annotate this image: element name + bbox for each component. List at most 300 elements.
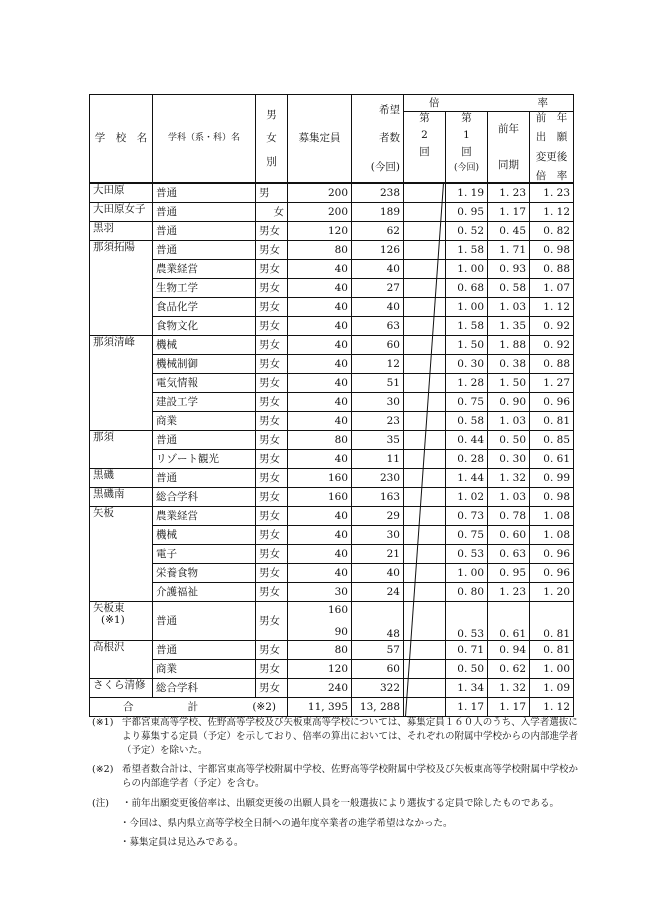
after-change-rate-cell: 1. 27 <box>530 374 574 393</box>
after-change-rate-cell: 1. 08 <box>530 526 574 545</box>
first-round-rate-cell: 0. 52 <box>446 222 488 241</box>
capacity-cell: 40 <box>288 564 352 583</box>
prev-year-rate-cell: 0. 45 <box>488 222 530 241</box>
header-first-line: 回 <box>461 146 472 159</box>
header-rate-char: 倍 <box>429 96 440 109</box>
applicants-cell: 24 <box>352 583 404 602</box>
applicants-cell: 126 <box>352 241 404 260</box>
table-row <box>90 298 574 317</box>
header-second-line: 第 <box>419 112 430 124</box>
second-round-cell <box>404 679 446 698</box>
gender-cell: 男女 <box>256 450 288 469</box>
table-row <box>90 602 574 641</box>
capacity-cell: 120 <box>288 660 352 679</box>
capacity-cell: 40 <box>288 298 352 317</box>
second-round-cell <box>404 412 446 431</box>
first-round-rate-cell: 1. 00 <box>446 260 488 279</box>
prev-year-rate-cell: 0. 63 <box>488 545 530 564</box>
applicants-cell: 21 <box>352 545 404 564</box>
table-row <box>90 260 574 279</box>
gender-cell: 男女 <box>256 317 288 336</box>
header-first-line: 1 <box>463 129 470 142</box>
department-cell: 機械制御 <box>153 355 256 374</box>
after-change-rate-cell: 1. 09 <box>530 679 574 698</box>
prev-year-rate-cell: 1. 35 <box>488 317 530 336</box>
capacity-cell <box>288 602 352 641</box>
second-round-cell <box>404 526 446 545</box>
second-round-cell <box>404 431 446 450</box>
note-text: ・前年出願変更後倍率は、出願変更後の出願人員を一般選抜により選抜する定員で除したものである。 <box>122 797 560 809</box>
header-rate-char: 率 <box>537 96 548 109</box>
gender-cell: 女 <box>256 203 288 222</box>
applicants-cell: 62 <box>352 222 404 241</box>
first-round-rate-cell: 1. 58 <box>446 241 488 260</box>
header-applicants-line: 希望 <box>379 103 400 116</box>
gender-cell: 男 <box>256 183 288 203</box>
after-change-rate-cell: 0. 82 <box>530 222 574 241</box>
table-row <box>90 450 574 469</box>
department-cell: 普通 <box>153 222 256 241</box>
first-round-rate-cell: 0. 73 <box>446 507 488 526</box>
applicants-cell: 230 <box>352 469 404 488</box>
applicants-cell: 48 <box>352 602 404 641</box>
applicants-cell: 63 <box>352 317 404 336</box>
prev-year-rate-cell: 0. 62 <box>488 660 530 679</box>
header-prev <box>488 112 530 184</box>
school-name-cell <box>90 507 153 602</box>
gender-cell: 男女 <box>256 507 288 526</box>
table-row <box>90 469 574 488</box>
capacity-cell: 200 <box>288 203 352 222</box>
gender-cell: 男女 <box>256 431 288 450</box>
capacity-cell: 240 <box>288 679 352 698</box>
header-prev-line: 前年 <box>498 123 519 135</box>
applicants-cell: 11 <box>352 450 404 469</box>
gender-cell: 男女 <box>256 412 288 431</box>
second-round-cell <box>404 203 446 222</box>
gender-cell: 男女 <box>256 641 288 660</box>
applicants-cell: 40 <box>352 564 404 583</box>
after-change-rate-cell: 1. 20 <box>530 583 574 602</box>
department-cell: 生物工学 <box>153 279 256 298</box>
table-row <box>90 355 574 374</box>
department-cell: 食物文化 <box>153 317 256 336</box>
department-cell: 農業経営 <box>153 260 256 279</box>
department-cell: 普通 <box>153 469 256 488</box>
header-capacity: 募集定員 <box>288 95 352 184</box>
table-row <box>90 679 574 698</box>
gender-cell: 男女 <box>256 545 288 564</box>
gender-cell: 男女 <box>256 564 288 583</box>
capacity-cell: 30 <box>288 583 352 602</box>
department-cell: 介護福祉 <box>153 583 256 602</box>
header-gender <box>256 95 288 184</box>
school-name-cell <box>90 183 153 203</box>
gender-cell: 男女 <box>256 241 288 260</box>
first-round-rate-cell: 1. 00 <box>446 298 488 317</box>
total-label-cell <box>90 698 288 717</box>
school-name: 高根沢 <box>93 641 125 653</box>
department-cell: 電気情報 <box>153 374 256 393</box>
gender-cell: 男女 <box>256 374 288 393</box>
capacity-cell: 160 <box>288 469 352 488</box>
applicants-cell: 238 <box>352 183 404 203</box>
second-round-cell <box>404 641 446 660</box>
school-name-cell <box>90 203 153 222</box>
school-note-mark: (※1) <box>101 614 125 627</box>
after-change-rate-cell: 0. 81 <box>530 412 574 431</box>
first-round-rate-cell: 0. 71 <box>446 641 488 660</box>
gender-cell: 男女 <box>256 526 288 545</box>
school-name-cell <box>90 469 153 488</box>
second-round-cell <box>404 183 446 203</box>
second-round-cell <box>404 374 446 393</box>
first-round-rate-cell: 0. 75 <box>446 393 488 412</box>
capacity-cell: 40 <box>288 545 352 564</box>
second-round-cell <box>404 355 446 374</box>
applicants-cell: 51 <box>352 374 404 393</box>
department-cell: 建設工学 <box>153 393 256 412</box>
applicants-cell: 60 <box>352 660 404 679</box>
second-round-cell <box>404 450 446 469</box>
note-mark: (※2) <box>92 764 114 776</box>
capacity-cell: 80 <box>288 431 352 450</box>
first-round-rate-cell: 0. 68 <box>446 279 488 298</box>
department-cell: 機械 <box>153 336 256 355</box>
capacity-cell: 200 <box>288 183 352 203</box>
capacity-cell: 120 <box>288 222 352 241</box>
table-row <box>90 641 574 660</box>
after-change-rate-cell: 1. 08 <box>530 507 574 526</box>
after-change-rate-cell: 1. 00 <box>530 660 574 679</box>
total-label: 合 <box>123 700 134 713</box>
after-change-rate-cell: 0. 81 <box>530 602 574 641</box>
note-item <box>92 836 582 850</box>
first-round-rate-cell: 1. 19 <box>446 183 488 203</box>
school-name-cell <box>90 336 153 431</box>
second-round-cell <box>404 298 446 317</box>
applicants-cell: 60 <box>352 336 404 355</box>
department-cell: 普通 <box>153 431 256 450</box>
first-round-rate-cell: 1. 00 <box>446 564 488 583</box>
note-item <box>92 817 582 831</box>
first-round-rate-cell: 1. 28 <box>446 374 488 393</box>
after-change-rate-cell: 0. 98 <box>530 241 574 260</box>
first-round-rate-cell: 1. 34 <box>446 679 488 698</box>
gender-cell: 男女 <box>256 393 288 412</box>
applicants-cell: 35 <box>352 431 404 450</box>
first-round-rate-cell: 0. 50 <box>446 660 488 679</box>
second-round-cell <box>404 393 446 412</box>
capacity-total: 160 <box>327 603 348 616</box>
prev-year-rate-cell: 0. 30 <box>488 450 530 469</box>
second-round-cell <box>404 507 446 526</box>
note-text: ・今回は、県内県立高等学校全日制への過年度卒業者の進学希望はなかった。 <box>120 817 453 829</box>
total-label: 計 <box>187 700 199 713</box>
table-row <box>90 564 574 583</box>
department-cell: 総合学科 <box>153 679 256 698</box>
school-name: 黒磯南 <box>93 488 125 500</box>
first-round-rate-cell: 1. 02 <box>446 488 488 507</box>
second-round-cell <box>404 241 446 260</box>
note-mark: (※1) <box>92 717 114 728</box>
prev-year-rate-cell: 1. 32 <box>488 469 530 488</box>
table-row <box>90 545 574 564</box>
table-row <box>90 393 574 412</box>
applicants-cell: 23 <box>352 412 404 431</box>
prev-year-rate-cell: 0. 61 <box>488 602 530 641</box>
gender-cell: 男女 <box>256 336 288 355</box>
applicants-cell: 40 <box>352 260 404 279</box>
after-change-rate-cell: 0. 99 <box>530 469 574 488</box>
first-round-rate-cell: 0. 95 <box>446 203 488 222</box>
first-round-rate-cell: 0. 30 <box>446 355 488 374</box>
applicants-cell: 189 <box>352 203 404 222</box>
capacity-cell: 80 <box>288 641 352 660</box>
capacity-cell: 40 <box>288 317 352 336</box>
prev-year-rate-cell: 1. 03 <box>488 298 530 317</box>
total-first-rate-cell: 1. 17 <box>446 698 488 717</box>
capacity-cell: 40 <box>288 260 352 279</box>
note-item <box>92 716 582 757</box>
table-row <box>90 583 574 602</box>
second-round-cell <box>404 317 446 336</box>
prev-year-rate-cell: 0. 38 <box>488 355 530 374</box>
table-row <box>90 317 574 336</box>
prev-year-rate-cell: 0. 50 <box>488 431 530 450</box>
header-after-line: 出 願 <box>535 131 568 144</box>
note-text: 希望者数合計は、宇都宮東高等学校附属中学校、佐野高等学校附属中学校及び矢板東高等学校附属中学校からの内部進学者（予定）を含む。 <box>122 764 579 790</box>
first-round-rate-cell: 0. 28 <box>446 450 488 469</box>
header-first-line: 第 <box>461 112 472 124</box>
after-change-rate-cell: 1. 07 <box>530 279 574 298</box>
after-change-rate-cell: 1. 12 <box>530 203 574 222</box>
table-row <box>90 526 574 545</box>
capacity-cell: 40 <box>288 412 352 431</box>
second-round-cell <box>404 660 446 679</box>
school-name-cell <box>90 241 153 336</box>
header-second-line: 2 <box>421 129 428 142</box>
capacity-cell: 160 <box>288 488 352 507</box>
header-rate <box>404 95 574 112</box>
school-name-cell <box>90 488 153 507</box>
prev-year-rate-cell: 1. 03 <box>488 488 530 507</box>
second-round-cell <box>404 564 446 583</box>
applicants-cell: 163 <box>352 488 404 507</box>
after-change-rate-cell: 0. 81 <box>530 641 574 660</box>
capacity-cell: 40 <box>288 507 352 526</box>
table-row <box>90 203 574 222</box>
second-round-cell <box>404 488 446 507</box>
school-name: 大田原女子 <box>93 203 146 215</box>
capacity-cell: 40 <box>288 279 352 298</box>
header-applicants-line: (今回) <box>370 161 400 174</box>
prev-year-rate-cell: 1. 71 <box>488 241 530 260</box>
second-round-cell <box>404 583 446 602</box>
gender-cell: 男女 <box>256 469 288 488</box>
header-second-line: 回 <box>419 146 430 159</box>
applicants-cell: 12 <box>352 355 404 374</box>
gender-cell: 男女 <box>256 279 288 298</box>
capacity-cell: 40 <box>288 450 352 469</box>
second-round-cell <box>404 602 446 641</box>
after-change-rate-cell: 0. 98 <box>530 488 574 507</box>
applicants-cell: 27 <box>352 279 404 298</box>
department-cell: 商業 <box>153 660 256 679</box>
note-item <box>92 797 582 811</box>
gender-cell: 男女 <box>256 679 288 698</box>
table-row <box>90 279 574 298</box>
header-first-line: (今回) <box>453 163 480 174</box>
prev-year-rate-cell: 0. 78 <box>488 507 530 526</box>
header-gender-line: 男 <box>266 108 277 121</box>
gender-cell: 男女 <box>256 488 288 507</box>
school-name: 那須 <box>93 431 114 443</box>
header-department: 学科（系・科）名 <box>153 95 256 184</box>
first-round-rate-cell: 0. 80 <box>446 583 488 602</box>
table-row <box>90 222 574 241</box>
capacity-cell: 40 <box>288 374 352 393</box>
gender-cell: 男女 <box>256 260 288 279</box>
header-after <box>530 112 574 184</box>
prev-year-rate-cell: 1. 17 <box>488 203 530 222</box>
header-second <box>404 112 446 184</box>
applicants-cell: 40 <box>352 298 404 317</box>
total-prev-rate-cell: 1. 17 <box>488 698 530 717</box>
school-name: 矢板東 <box>93 602 125 614</box>
admission-table <box>89 94 574 717</box>
total-row <box>90 698 574 717</box>
second-round-cell <box>404 222 446 241</box>
total-after-rate-cell: 1. 12 <box>530 698 574 717</box>
note-text: 宇都宮東高等学校、佐野高等学校及び矢板東高等学校については、募集定員１６０人のうち、入学者選抜により募集する定員（予定）を示しており、倍率の算出においては、それぞれの附属中学校からの内部進学者（予定）を除いた。 <box>122 717 579 756</box>
after-change-rate-cell: 1. 12 <box>530 298 574 317</box>
applicants-cell: 57 <box>352 641 404 660</box>
header-prev-line: 同期 <box>498 158 519 171</box>
table-row <box>90 488 574 507</box>
after-change-rate-cell: 0. 96 <box>530 393 574 412</box>
table-row <box>90 412 574 431</box>
school-name: さくら清修 <box>93 679 146 691</box>
table-row <box>90 241 574 260</box>
header-first <box>446 112 488 184</box>
capacity-selection: 90 <box>334 626 348 638</box>
department-cell: 栄養食物 <box>153 564 256 583</box>
prev-year-rate-cell: 1. 23 <box>488 183 530 203</box>
after-change-rate-cell: 0. 61 <box>530 450 574 469</box>
table-row <box>90 507 574 526</box>
prev-year-rate-cell: 1. 03 <box>488 412 530 431</box>
prev-year-rate-cell: 1. 23 <box>488 583 530 602</box>
second-round-cell <box>404 469 446 488</box>
notes-section <box>92 716 582 856</box>
gender-cell: 男女 <box>256 222 288 241</box>
school-name: 矢板 <box>93 507 114 519</box>
gender-cell: 男女 <box>256 583 288 602</box>
second-round-cell <box>404 279 446 298</box>
school-name-cell <box>90 602 153 641</box>
table-row <box>90 660 574 679</box>
applicants-cell: 29 <box>352 507 404 526</box>
department-cell: 食品化学 <box>153 298 256 317</box>
school-name-cell <box>90 679 153 698</box>
department-cell: 総合学科 <box>153 488 256 507</box>
school-name-cell <box>90 431 153 469</box>
header-school: 学 校 名 <box>90 95 153 184</box>
after-change-rate-cell: 0. 92 <box>530 336 574 355</box>
department-cell: 電子 <box>153 545 256 564</box>
department-cell: 商業 <box>153 412 256 431</box>
prev-year-rate-cell: 0. 93 <box>488 260 530 279</box>
total-note-mark: (※2) <box>252 700 276 713</box>
department-cell: リゾート観光 <box>153 450 256 469</box>
prev-year-rate-cell: 0. 60 <box>488 526 530 545</box>
gender-cell: 男女 <box>256 298 288 317</box>
first-round-rate-cell: 0. 75 <box>446 526 488 545</box>
after-change-rate-cell: 0. 85 <box>530 431 574 450</box>
header-after-line: 変更後 <box>535 150 568 163</box>
header-gender-line: 別 <box>266 156 277 169</box>
header-gender-line: 女 <box>266 132 277 145</box>
after-change-rate-cell: 0. 88 <box>530 260 574 279</box>
total-capacity-cell: 11, 395 <box>288 698 352 717</box>
header-after-line: 倍 率 <box>535 169 568 182</box>
applicants-cell: 30 <box>352 393 404 412</box>
table-row <box>90 374 574 393</box>
school-name: 大田原 <box>93 184 125 196</box>
first-round-rate-cell: 0. 53 <box>446 545 488 564</box>
capacity-cell: 40 <box>288 393 352 412</box>
table-row <box>90 336 574 355</box>
school-name: 那須清峰 <box>93 336 135 348</box>
note-item <box>92 763 582 791</box>
prev-year-rate-cell: 0. 90 <box>488 393 530 412</box>
after-change-rate-cell: 0. 88 <box>530 355 574 374</box>
school-name-cell <box>90 222 153 241</box>
after-change-rate-cell: 0. 92 <box>530 317 574 336</box>
first-round-rate-cell: 1. 50 <box>446 336 488 355</box>
applicants-cell: 30 <box>352 526 404 545</box>
after-change-rate-cell: 1. 23 <box>530 183 574 203</box>
table-row <box>90 431 574 450</box>
header-applicants <box>352 95 404 184</box>
gender-cell: 男女 <box>256 602 288 641</box>
prev-year-rate-cell: 0. 94 <box>488 641 530 660</box>
first-round-rate-cell: 1. 58 <box>446 317 488 336</box>
department-cell: 普通 <box>153 241 256 260</box>
school-name-cell <box>90 641 153 679</box>
capacity-cell: 40 <box>288 526 352 545</box>
table-row <box>90 183 574 203</box>
after-change-rate-cell: 0. 96 <box>530 564 574 583</box>
total-applicants-cell: 13, 288 <box>352 698 404 717</box>
note-text: ・募集定員は見込みである。 <box>120 837 244 849</box>
second-round-cell <box>404 260 446 279</box>
first-round-rate-cell: 1. 44 <box>446 469 488 488</box>
department-cell: 機械 <box>153 526 256 545</box>
department-cell: 普通 <box>153 203 256 222</box>
total-second-round-cell <box>404 698 446 717</box>
department-cell: 農業経営 <box>153 507 256 526</box>
prev-year-rate-cell: 0. 95 <box>488 564 530 583</box>
gender-cell: 男女 <box>256 355 288 374</box>
first-round-rate-cell: 0. 44 <box>446 431 488 450</box>
second-round-cell <box>404 545 446 564</box>
school-name: 黒磯 <box>93 469 114 481</box>
prev-year-rate-cell: 0. 58 <box>488 279 530 298</box>
department-cell: 普通 <box>153 602 256 641</box>
applicants-cell: 322 <box>352 679 404 698</box>
